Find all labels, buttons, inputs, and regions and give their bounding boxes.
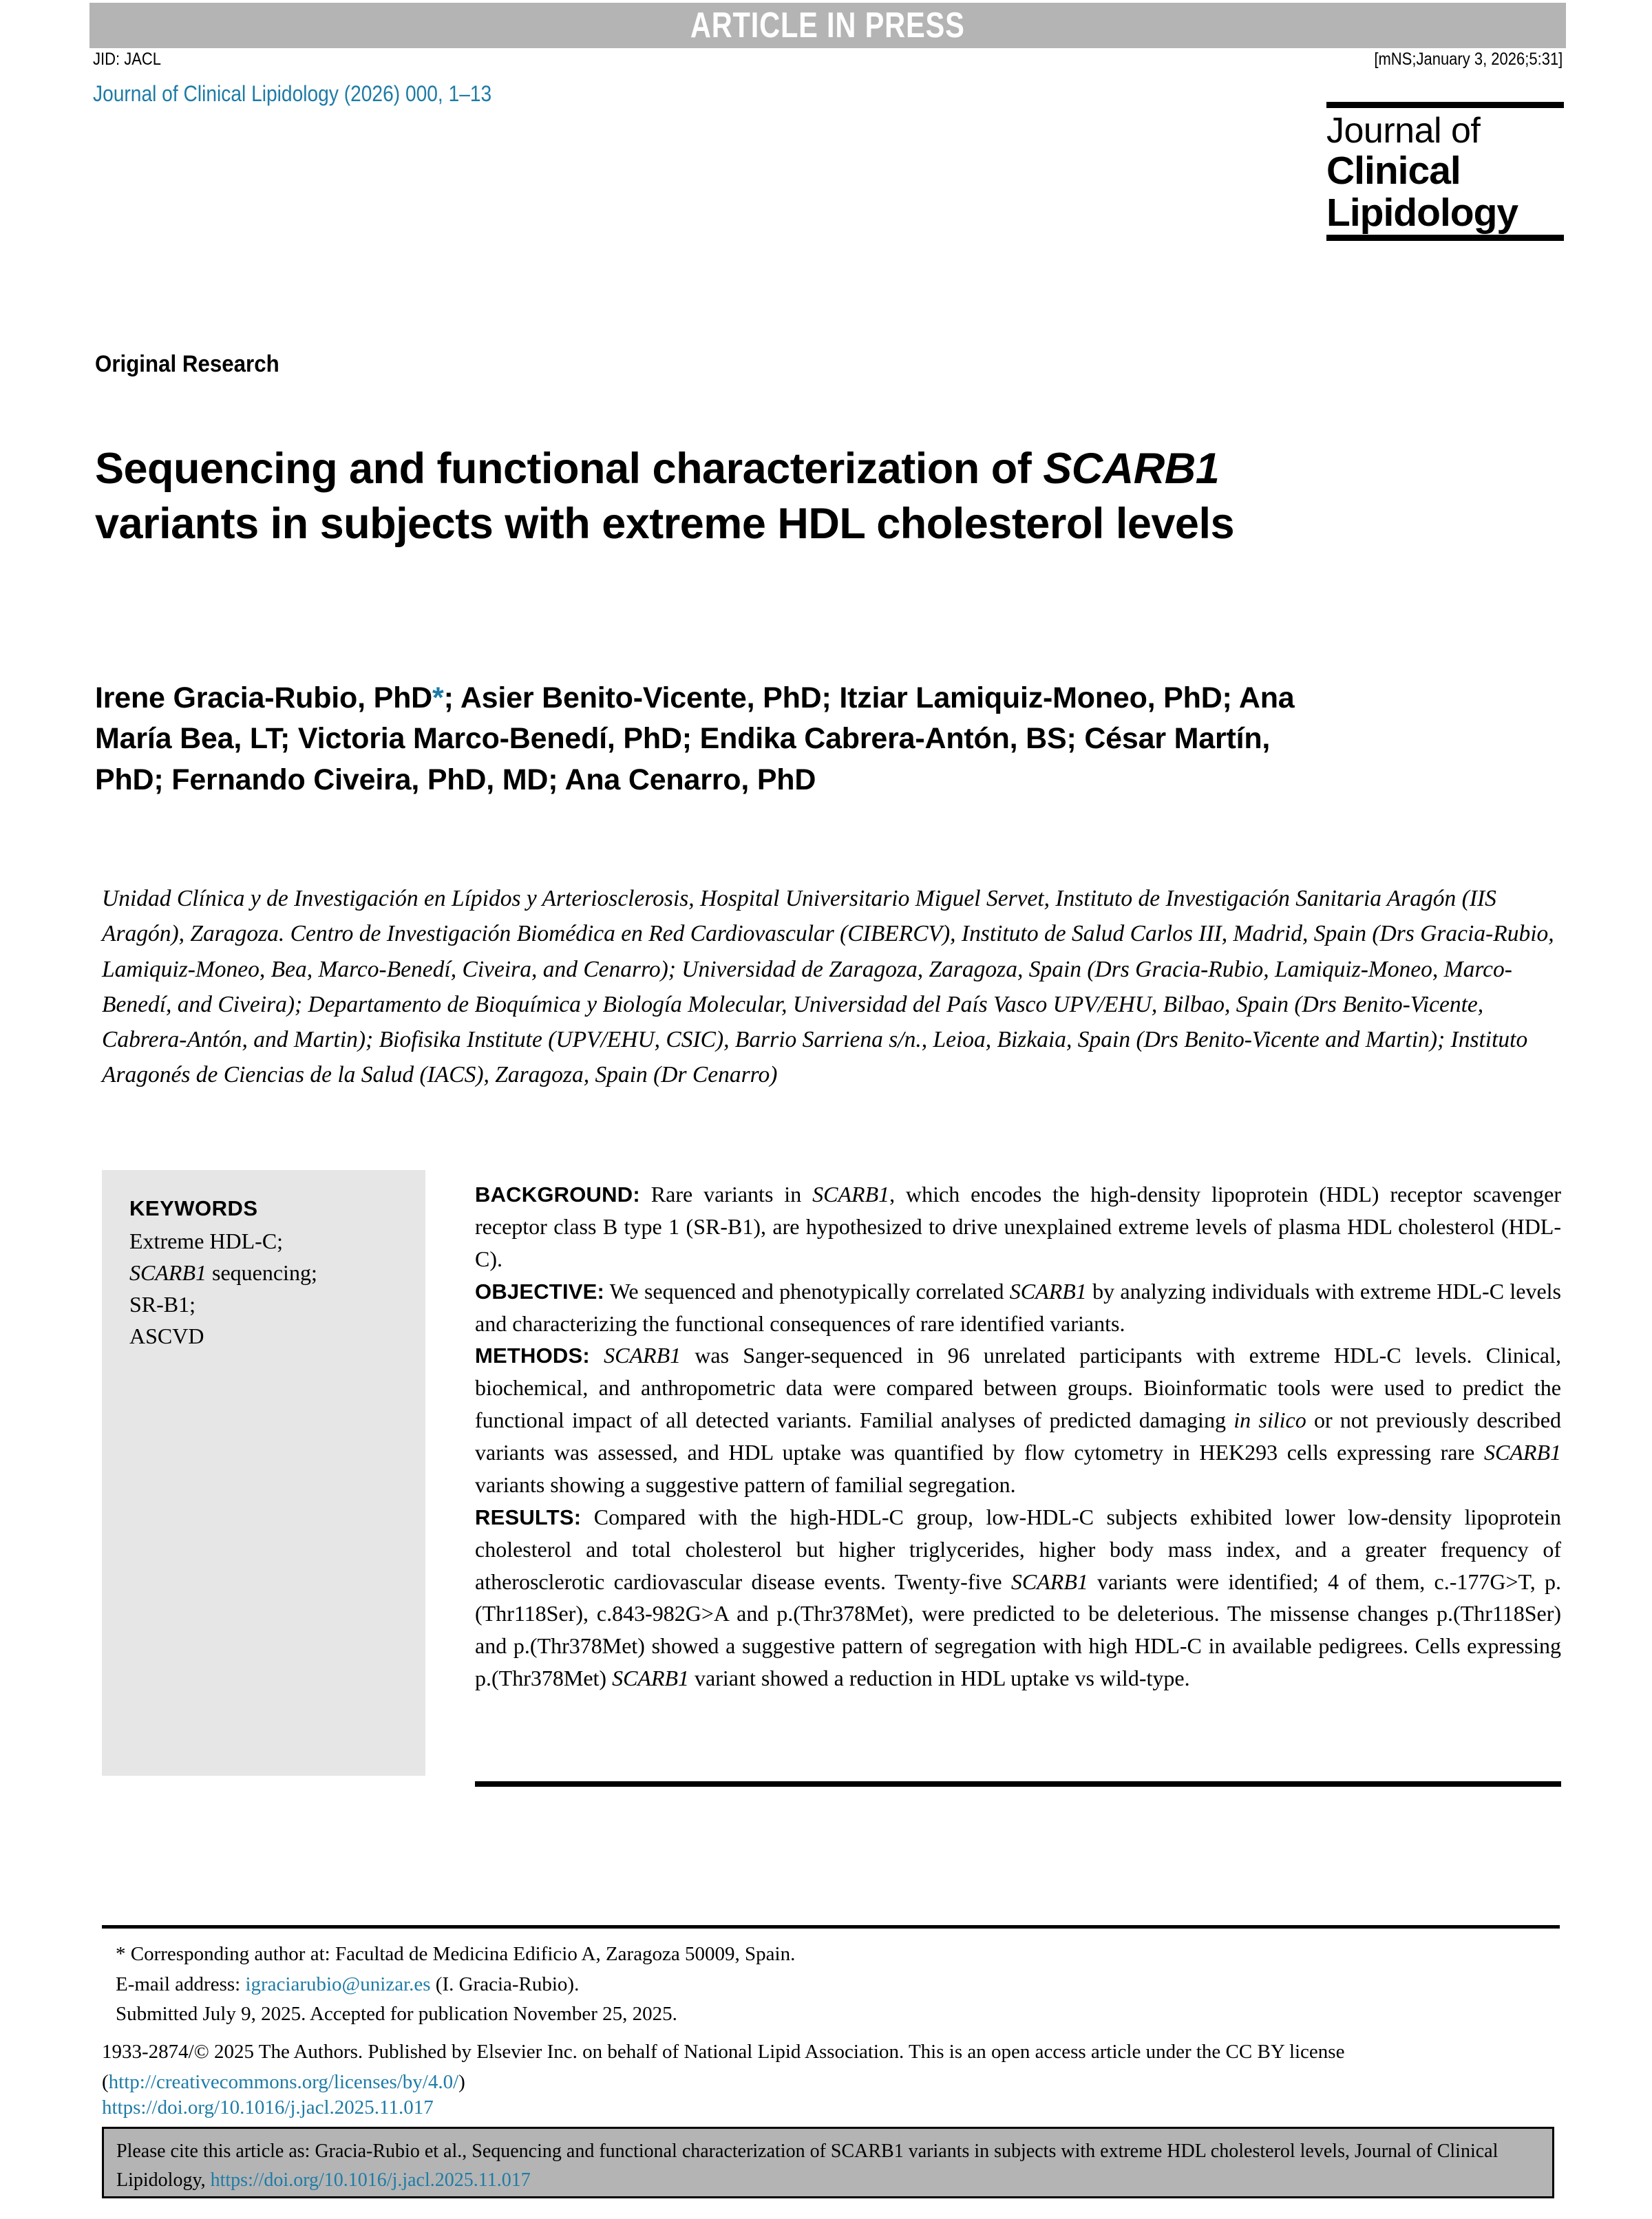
keyword-text: sequencing;: [206, 1260, 317, 1286]
abstract-label-methods: METHODS:: [475, 1344, 590, 1368]
logo-rule-bottom: [1326, 235, 1564, 241]
abstract-label-background: BACKGROUND:: [475, 1182, 640, 1207]
journal-id-label: JID: JACL: [93, 50, 162, 69]
author-list: [95, 678, 1320, 800]
abstract-text: or not previously described variants was assessed, and HDL uptake was quantified by flow cytometry in HEK293 cells expressing rare: [475, 1408, 1562, 1465]
abstract-text: Compared with the high-HDL-C group, low-HDL-C subjects exhibited lower low-density lipoprotein cholesterol and total cholesterol but higher triglycerides, higher body mass index, and a greater frequency of atherosclerotic cardiovascular disease events. Twenty-five: [475, 1504, 1561, 1594]
abstract-text: was Sanger-sequenced in 96 unrelated participants with extreme HDL-C levels. Clinical, biochemical, and anthropometric data were compared between groups. Bioinformatic tools were used to predict the functional impact of all detected variants. Familial analyses of predicted damaging: [475, 1343, 1562, 1433]
author-line-3: César Martín, PhD; Fernando Civeira, PhD, MD; Ana Cenarro, PhD: [95, 722, 1271, 796]
abstract-text: by analyzing individuals with extreme HDL-C levels and characterizing the functional consequences of rare identified variants.: [475, 1278, 1562, 1336]
corresponding-author-marker[interactable]: *: [432, 681, 444, 714]
citation-box: [102, 2127, 1554, 2198]
abstract-label-objective: OBJECTIVE:: [475, 1279, 605, 1304]
title-text-part-2: variants in subjects with extreme HDL: [95, 499, 865, 548]
author-line-2: Ana María Bea, LT; Victoria Marco-Benedí, PhD; Endika Cabrera-Antón, BS;: [95, 681, 1295, 756]
email-suffix: (I. Gracia-Rubio).: [430, 1973, 580, 1995]
corresponding-author-note: * Corresponding author at: Facultad de Medicina Edificio A, Zaragoza 50009, Spain.: [116, 1943, 796, 1965]
license-paren-close: ): [458, 2070, 465, 2093]
abstract-section-background: [475, 1178, 1561, 1275]
title-text-part-1: Sequencing and functional characterization of: [95, 445, 1032, 493]
title-gene-name: SCARB1: [1043, 445, 1220, 493]
title-text-part-3: cholesterol levels: [876, 499, 1234, 548]
logo-rule-top: [1326, 102, 1564, 108]
keyword-text: Extreme HDL-C;: [129, 1229, 284, 1253]
keyword-gene: SCARB1: [129, 1260, 206, 1286]
email-link[interactable]: igraciarubio@unizar.es: [245, 1973, 431, 1995]
journal-logo: [1326, 102, 1564, 241]
abstract-italic-term: in silico: [1233, 1408, 1306, 1433]
abstract-gene: SCARB1: [612, 1666, 690, 1691]
article-in-press-label: ARTICLE IN PRESS: [690, 6, 965, 45]
keyword-item: [129, 1288, 405, 1320]
abstract-section-objective: [475, 1275, 1561, 1340]
email-label: E-mail address:: [116, 1973, 246, 1995]
license-link[interactable]: http://creativecommons.org/licenses/by/4.0/: [108, 2070, 459, 2093]
footnotes-block: [116, 1940, 1561, 2030]
email-note: [116, 1970, 1561, 2000]
license-paren-open: (: [102, 2070, 109, 2093]
keyword-item: [129, 1257, 405, 1288]
abstract-text: variant showed a reduction in HDL uptake vs wild-type.: [689, 1666, 1190, 1691]
keyword-text: ASCVD: [129, 1324, 204, 1349]
abstract-gene: SCARB1: [812, 1182, 890, 1207]
abstract-gene: SCARB1: [1010, 1569, 1088, 1594]
logo-line-journal-of: Journal of: [1326, 111, 1481, 151]
citation-doi-link[interactable]: https://doi.org/10.1016/j.jacl.2025.11.017: [210, 2169, 531, 2191]
abstract-text: variants showing a suggestive pattern of familial segregation.: [475, 1472, 1016, 1497]
submission-dates: Submitted July 9, 2025. Accepted for publication November 25, 2025.: [116, 2003, 677, 2025]
keyword-item: [129, 1225, 405, 1257]
page-title: [95, 442, 1279, 551]
abstract-gene: SCARB1: [1484, 1440, 1561, 1465]
author-line-1-b: ; Asier Benito-Vicente, PhD; Itziar Lamiquiz-Moneo, PhD;: [443, 681, 1232, 714]
doi-link[interactable]: https://doi.org/10.1016/j.jacl.2025.11.017: [102, 2096, 434, 2119]
keywords-heading: KEYWORDS: [129, 1196, 258, 1220]
abstract-block: [475, 1178, 1561, 1695]
abstract-text: , which encodes the high-density lipoprotein (HDL) receptor scavenger receptor class B type 1 (SR-B1), are hypothesized to drive unexplained extreme levels of plasma HDL cholesterol (HDL-C).: [475, 1182, 1562, 1271]
citation-text: Please cite this article as: Gracia-Rubio et al., Sequencing and functional characterization of SCARB1 variants in subjects with extreme HDL cholesterol levels, Journal of Clinical Lipidology,: [116, 2141, 1499, 2191]
abstract-text: variants were identified; 4 of them, c.-177G>T, p.(Thr118Ser), c.843-982G>A and p.(Thr378Met), were predicted to be deleterious. The missense changes p.(Thr118Ser) and p.(Thr378Met) showed a suggestive pattern of segregation with high HDL-C in available pedigrees. Cells expressing p.(Thr378Met): [475, 1569, 1562, 1691]
article-in-press-banner: [89, 3, 1566, 48]
typesetting-stamp: [mNS;January 3, 2026;5:31]: [1374, 50, 1563, 69]
copyright-text: 1933-2874/© 2025 The Authors. Published by Elsevier Inc. on behalf of National Lipid Association. This is an open access article under the CC BY license: [102, 2041, 1345, 2063]
abstract-section-results: [475, 1501, 1561, 1695]
author-line-1-a: Irene Gracia-Rubio, PhD: [95, 681, 433, 714]
keyword-text: SR-B1;: [129, 1292, 196, 1317]
logo-line-lipidology: Lipidology: [1326, 190, 1518, 235]
footnote-divider: [102, 1925, 1560, 1929]
abstract-label-results: RESULTS:: [475, 1505, 582, 1529]
keywords-inner: [129, 1196, 405, 1352]
citation-text-wrapper: [116, 2137, 1541, 2195]
abstract-text: Rare variants in: [639, 1182, 813, 1207]
copyright-block: [102, 2037, 1561, 2097]
logo-line-clinical: Clinical: [1326, 149, 1461, 193]
affiliations-block: Unidad Clínica y de Investigación en Lípidos y Arteriosclerosis, Hospital Universitario Miguel Servet, Instituto de Investigación Sanitaria Aragón (IIS Aragón), Zaragoza. Centro de Investigación Biomédica en Red Cardiovascular (CIBERCV), Instituto de Salud Carlos III, Madrid, Spain (Drs Gracia-Rubio, Lamiquiz-Moneo, Bea, Marco-Benedí, Civeira, and Cenarro); Universidad de Zaragoza, Zaragoza, Spain (Drs Gracia-Rubio, Lamiquiz-Moneo, Marco-Benedí, and Civeira); Departamento de Bioquímica y Biología Molecular, Universidad del País Vasco UPV/EHU, Bilbao, Spain (Drs Benito-Vicente, Cabrera-Antón, and Martin); Biofisika Institute (UPV/EHU, CSIC), Barrio Sarriena s/n., Leioa, Bizkaia, Spain (Drs Benito-Vicente and Martin); Instituto Aragonés de Ciencias de la Salud (IACS), Zaragoza, Spain (Dr Cenarro): [102, 886, 1554, 1088]
keywords-box: [102, 1170, 425, 1776]
journal-reference-link[interactable]: Journal of Clinical Lipidology (2026) 000, 1–13: [93, 81, 492, 106]
article-type-label: Original Research: [95, 351, 279, 377]
abstract-section-methods: [475, 1339, 1561, 1500]
abstract-gene: SCARB1: [604, 1343, 681, 1368]
keyword-item: [129, 1320, 405, 1352]
abstract-text: [590, 1343, 604, 1368]
abstract-gene: SCARB1: [1009, 1278, 1087, 1304]
abstract-bottom-rule: [475, 1781, 1561, 1787]
abstract-text: We sequenced and phenotypically correlated: [604, 1278, 1010, 1304]
